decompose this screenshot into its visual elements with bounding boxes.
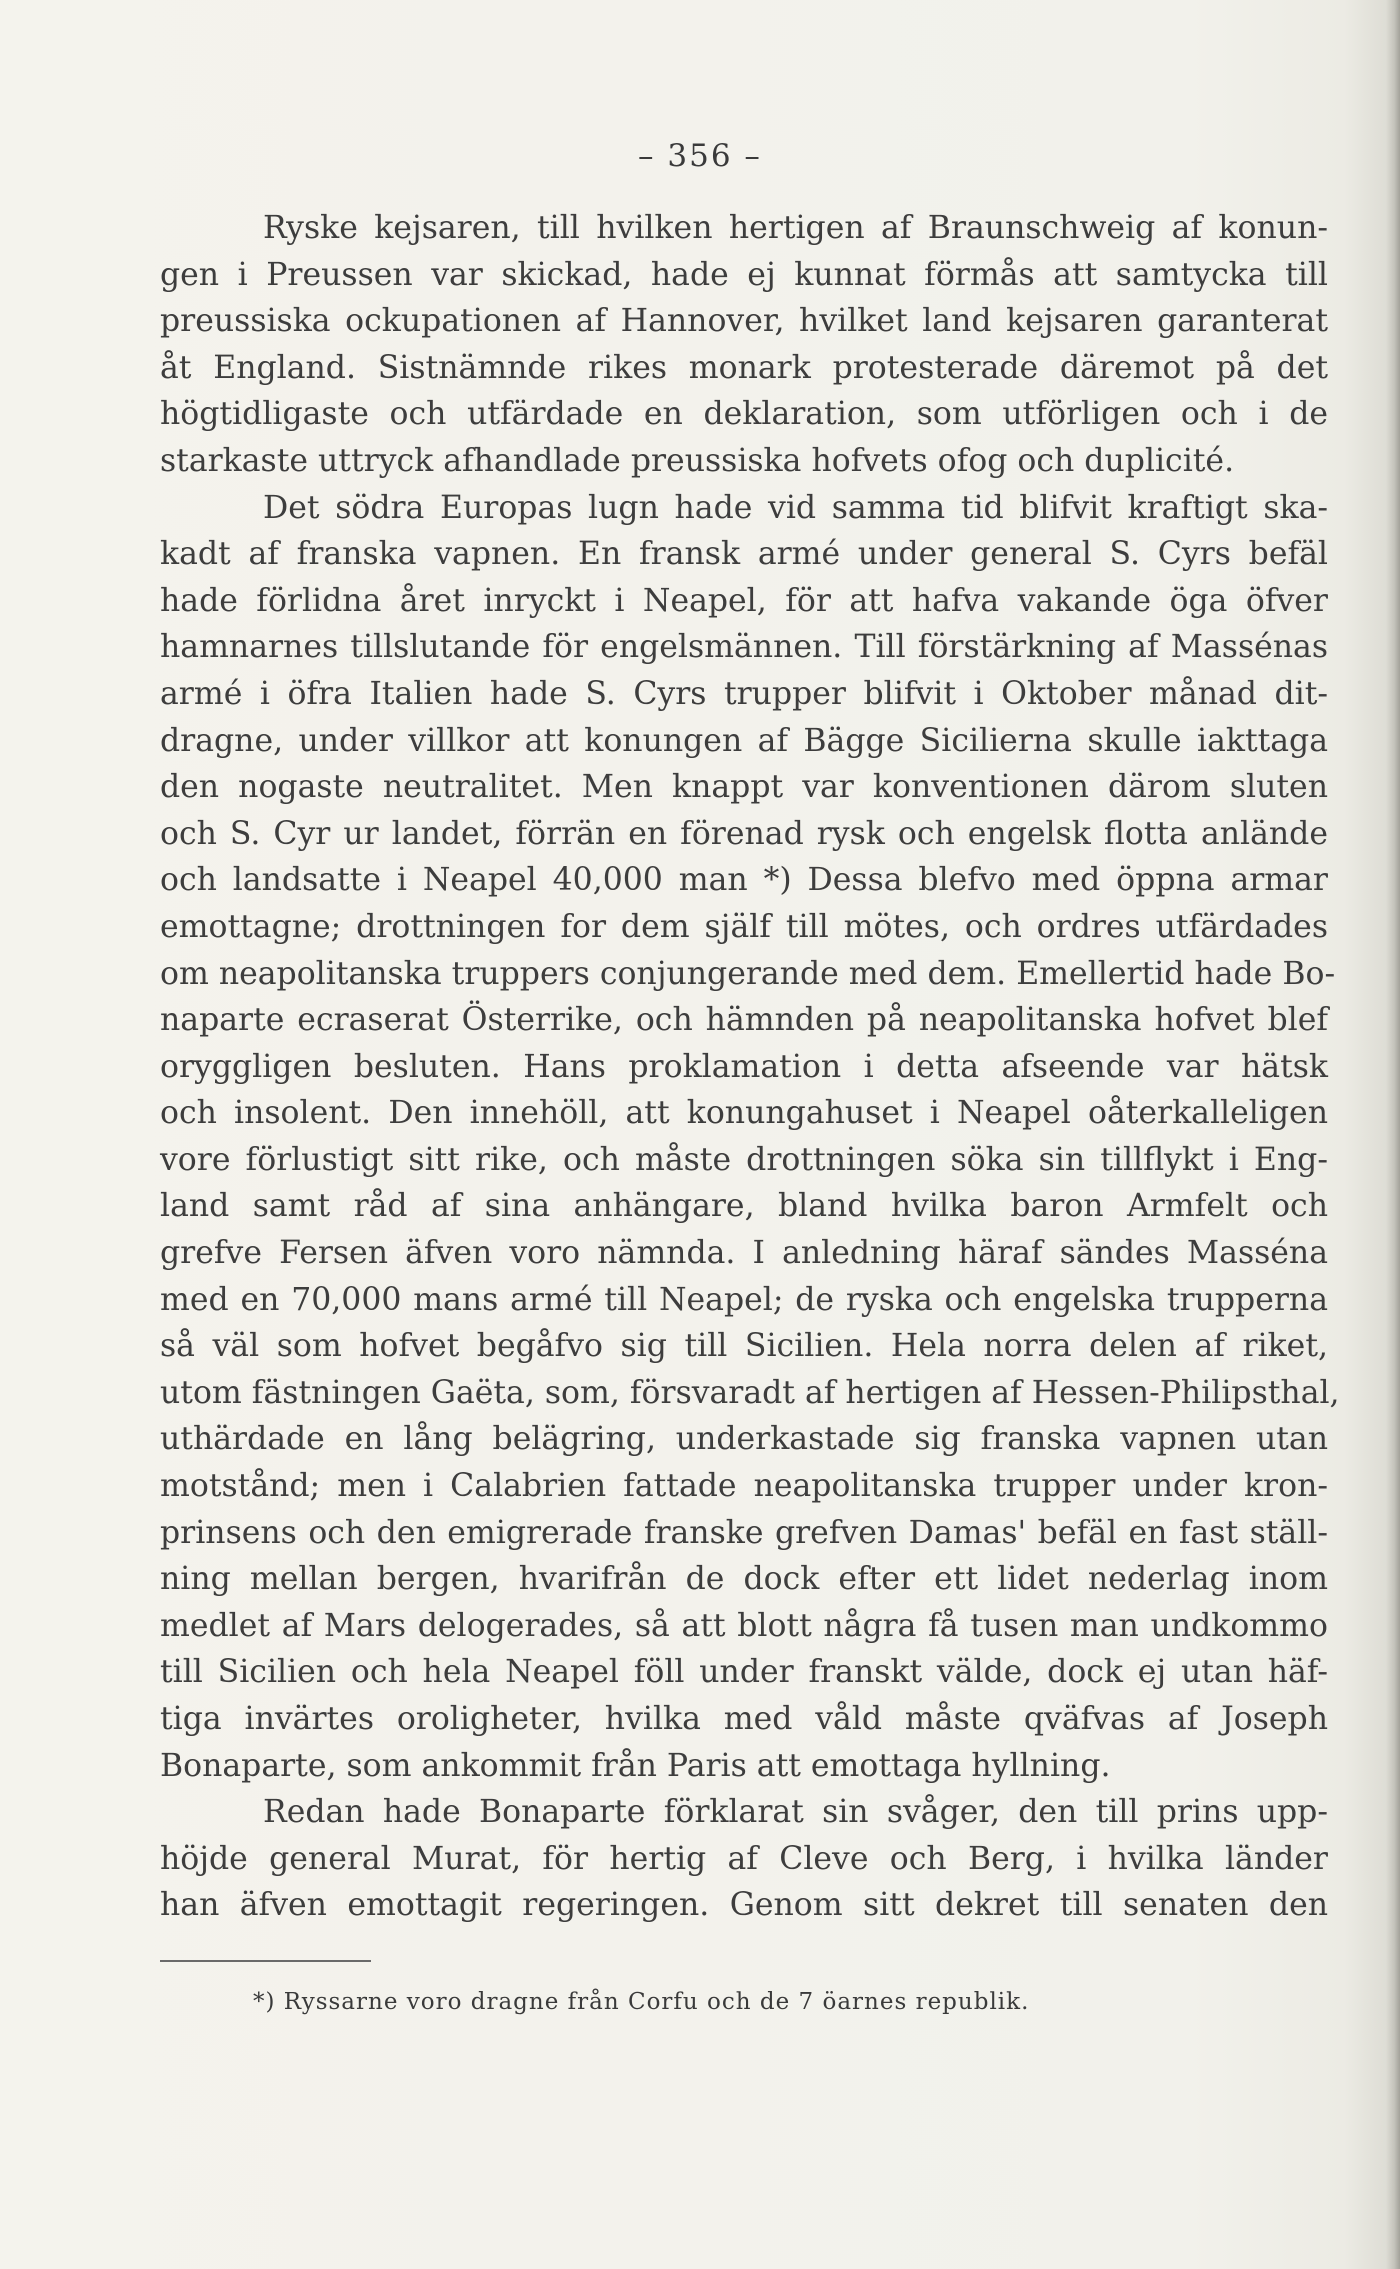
body-text	[160, 205, 1340, 1929]
text-line: armé i öfra Italien hade S. Cyrs trupper blifvit i Oktober månad dit-	[160, 675, 1328, 712]
text-line: uthärdade en lång belägring, underkastade sig franska vapnen utan	[160, 1421, 1328, 1458]
text-line: motstånd; men i Calabrien fattade neapolitanska trupper under kron-	[160, 1468, 1328, 1505]
text-line: gen i Preussen var skickad, hade ej kunnat förmås att samtycka till	[160, 256, 1328, 293]
footnote-divider	[160, 1960, 371, 1962]
text-line: och S. Cyr ur landet, förrän en förenad rysk och engelsk flotta anlände	[160, 815, 1328, 852]
text-line: Det södra Europas lugn hade vid samma tid blifvit kraftigt ska-	[263, 489, 1328, 526]
text-line: till Sicilien och hela Neapel föll under franskt välde, dock ej utan häf-	[160, 1654, 1328, 1691]
text-line: land samt råd af sina anhängare, bland hvilka baron Armfelt och	[160, 1188, 1328, 1225]
text-line: utom fästningen Gaëta, som, försvaradt af hertigen af Hessen-Philipsthal,	[160, 1374, 1340, 1411]
text-line: högtidligaste och utfärdade en deklaration, som utförligen och i de	[160, 396, 1328, 433]
text-line: Ryske kejsaren, till hvilken hertigen af Braunschweig af konun-	[263, 210, 1328, 246]
text-line: så väl som hofvet begåfvo sig till Sicilien. Hela norra delen af riket,	[160, 1328, 1328, 1365]
text-line: naparte ecraserat Österrike, och hämnden på neapolitanska hofvet blef	[160, 1002, 1328, 1039]
text-line: medlet af Mars delogerades, så att blott några få tusen man undkommo	[160, 1607, 1328, 1644]
text-line: den nogaste neutralitet. Men knappt var konventionen därom sluten	[160, 769, 1328, 806]
text-line: om neapolitanska truppers conjungerande med dem. Emellertid hade Bo-	[160, 955, 1336, 992]
text-line: han äfven emottagit regeringen. Genom sitt dekret till senaten den	[160, 1887, 1328, 1924]
text-line: hamnarnes tillslutande för engelsmännen. Till förstärkning af Massénas	[160, 629, 1328, 666]
text-line: Bonaparte, som ankommit från Paris att emottaga hyllning.	[160, 1747, 1111, 1784]
footnote: *) Ryssarne voro dragne från Corfu och de 7 öarnes republik.	[253, 1989, 1030, 2015]
text-line: oryggligen besluten. Hans proklamation i detta afseende var hätsk	[160, 1048, 1328, 1085]
text-line: starkaste uttryck afhandlade preussiska hofvets ofog och duplicité.	[160, 442, 1235, 479]
text-line: Redan hade Bonaparte förklarat sin svåger, den till prins upp-	[263, 1794, 1328, 1831]
text-line: grefve Fersen äfven voro nämnda. I anledning häraf sändes Masséna	[160, 1235, 1328, 1272]
text-line: och insolent. Den innehöll, att konungahuset i Neapel oåterkalleligen	[160, 1095, 1328, 1132]
page-edge-shadow	[1386, 0, 1400, 2269]
text-line: vore förlustigt sitt rike, och måste drottningen söka sin tillflykt i Eng-	[160, 1141, 1328, 1178]
text-line: emottagne; drottningen for dem själf till mötes, och ordres utfärdades	[160, 908, 1328, 945]
text-line: hade förlidna året inryckt i Neapel, för att hafva vakande öga öfver	[160, 582, 1328, 619]
text-line: ning mellan bergen, hvarifrån de dock efter ett lidet nederlag inom	[160, 1561, 1328, 1598]
text-line: dragne, under villkor att konungen af Bägge Sicilierna skulle iakttaga	[160, 722, 1328, 759]
page-number: – 356 –	[638, 138, 762, 174]
text-line: åt England. Sistnämnde rikes monark protesterade däremot på det	[160, 349, 1328, 386]
text-line: höjde general Murat, för hertig af Cleve och Berg, i hvilka länder	[160, 1840, 1328, 1877]
text-line: kadt af franska vapnen. En fransk armé under general S. Cyrs befäl	[160, 536, 1328, 573]
text-line: prinsens och den emigrerade franske grefven Damas' befäl en fast ställ-	[160, 1514, 1328, 1551]
text-line: och landsatte i Neapel 40,000 man *) Dessa blefvo med öppna armar	[160, 862, 1328, 899]
text-line: tiga invärtes oroligheter, hvilka med våld måste qväfvas af Joseph	[160, 1701, 1328, 1737]
text-line: med en 70,000 mans armé till Neapel; de ryska och engelska trupperna	[160, 1281, 1328, 1318]
text-line: preussiska ockupationen af Hannover, hvilket land kejsaren garanterat	[160, 303, 1328, 340]
